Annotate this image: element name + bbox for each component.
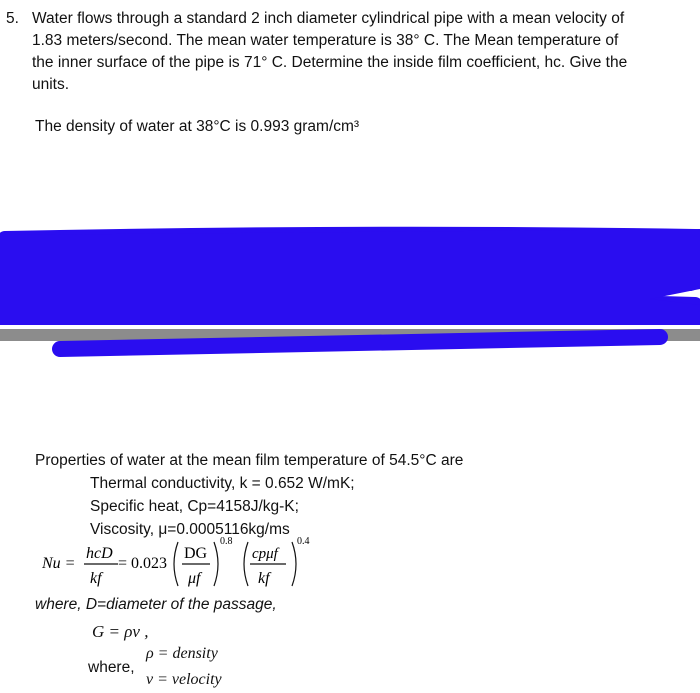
properties-block <box>35 449 463 541</box>
question-text <box>32 8 686 96</box>
eq-exp2: 0.4 <box>297 536 310 547</box>
eq-frac1-num: DG <box>184 545 208 562</box>
question-line: the inner surface of the pipe is 71° C. Determine the inside film coefficient, hc. Give the <box>32 54 628 71</box>
property-viscosity: Viscosity, μ=0.0005116kg/ms <box>90 521 290 538</box>
velocity-definition: v = velocity <box>146 671 222 688</box>
eq-frac1-den: μf <box>188 570 201 587</box>
eq-paren-left <box>174 542 178 586</box>
rho-definition: ρ = density <box>146 645 218 662</box>
eq-lhs: Nu = <box>42 555 76 572</box>
question-block <box>6 8 686 96</box>
where-label: where, <box>88 659 135 676</box>
eq-paren-left <box>244 542 248 586</box>
where-diameter: where, D=diameter of the passage, <box>35 596 277 613</box>
g-equation: G = ρv , <box>92 622 149 641</box>
nusselt-equation <box>42 536 342 592</box>
question-line: Water flows through a standard 2 inch diameter cylindrical pipe with a mean velocity of <box>32 10 625 27</box>
eq-frac2-num: cpμf <box>252 546 278 562</box>
question-line: 1.83 meters/second. The mean water temperature is 38° C. The Mean temperature of <box>32 32 619 49</box>
redaction-scribble <box>0 225 700 360</box>
properties-heading: Properties of water at the mean film temperature of 54.5°C are <box>35 452 464 469</box>
eq-paren-right <box>214 542 218 586</box>
eq-exp1: 0.8 <box>220 536 233 547</box>
eq-num: hcD <box>86 545 113 562</box>
eq-coef: = 0.023 <box>118 555 168 572</box>
eq-den: kf <box>90 570 102 587</box>
property-conductivity: Thermal conductivity, k = 0.652 W/mK; <box>90 475 355 492</box>
eq-paren-right <box>292 542 296 586</box>
eq-frac2-den: kf <box>258 570 270 587</box>
property-specific-heat: Specific heat, Cp=4158J/kg-K; <box>90 498 299 515</box>
question-number: 5. <box>6 10 19 27</box>
density-note: The density of water at 38°C is 0.993 gram/cm³ <box>35 118 360 135</box>
redaction-fill <box>0 229 700 325</box>
question-line: units. <box>32 76 70 93</box>
